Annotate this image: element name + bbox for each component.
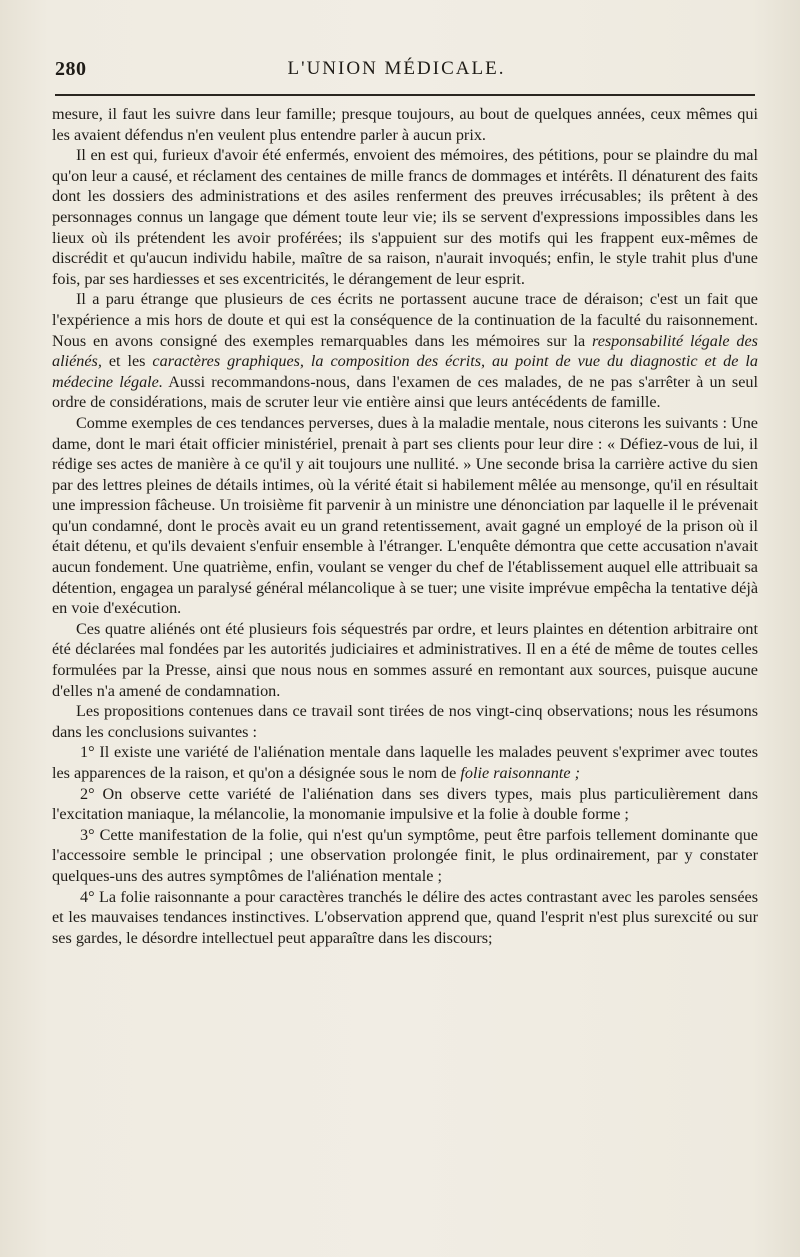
paragraph-memoires: Il en est qui, furieux d'avoir été enfermés, envoient des mémoires, des pétitions, pour se plaindre du mal qu'on leur a causé, et réclament des centaines de mille francs de dommages et intérêts. Il dénaturent des faits dont les dossiers des administrations et des asiles renferment des preuves irrécusables; ils prêtent à des personnages connus un langage que dément toute leur vie; ils se servent d'expressions impossibles dans les lieux où ils prétendent les avoir proférées; ils s'appuient sur des motifs qui les frappent eux-mêmes de discrédit et qu'aucun individu habile, maître de sa raison, n'aurait invoqués; enfin, le style trahit plus d'une fois, par ses hardiesses et ses excentricités, le dérangement de leur esprit.: [52, 146, 758, 288]
italic-title: responsabilité légale des aliénés,: [52, 331, 758, 371]
italic-term: folie raisonnante ;: [460, 764, 580, 782]
page-number: 280: [55, 58, 87, 80]
italic-title: caractères graphiques, la composition des écrits, au point de vue du diagnostic et de la médecine légale.: [52, 352, 758, 391]
paragraph-text: Il a paru étrange que plusieurs de ces écrits ne portassent aucune trace de déraison; c'est un fait que l'expérience a mis hors de doute et qui est la conséquence de la continuation de la faculté du raisonnement. Nous en avons consigné des exemples remarquables dans les mémoires sur la: [52, 290, 758, 350]
header-rule: [55, 94, 755, 96]
conclusion-3: 3° Cette manifestation de la folie, qui n'est qu'un symptôme, peut être parfois tellement dominante que l'accessoire semble le principal ; une observation prolongée finit, le plus ordinairement, par y constater quelques-uns des autres symptômes de l'aliénation mentale ;: [52, 825, 758, 885]
page-header: [55, 58, 738, 86]
paragraph-text: Aussi recommandons-nous, dans l'examen de ces malades, de ne pas s'arrêter à un seul ordre de considérations, mais de scruter leur vie entière ainsi que leurs antécédents de famille.: [52, 372, 759, 412]
conclusion-2: 2° On observe cette variété de l'aliénation dans ses divers types, mais plus particulièrement dans l'excitation maniaque, la mélancolie, la monomanie impulsive et la folie à double forme ;: [52, 784, 758, 824]
paragraph-quatre-alienes: Ces quatre aliénés ont été plusieurs fois séquestrés par ordre, et leurs plaintes en détention arbitraire ont été déclarées mal fondées par les autorités judiciaires et administratives. Il en a été de même de toutes celles formulées par la Presse, ainsi que nous nous en sommes assuré en remontant aux sources, puisque aucune d'elles n'a amené de condamnation.: [52, 619, 758, 700]
paragraph-text: 1° Il existe une variété de l'aliénation mentale dans laquelle les malades peuvent s'exprimer avec toutes les apparences de la raison, et qu'on a désignée sous le nom de: [52, 743, 758, 782]
paragraph-ecrits: [52, 289, 758, 413]
paragraph-continuation: mesure, il faut les suivre dans leur famille; presque toujours, au bout de quelques années, ceux mêmes qui les avaient défendus n'en veulent plus entendre parler à aucun prix.: [52, 105, 758, 144]
running-title: L'UNION MÉDICALE.: [287, 58, 506, 79]
body-text: [52, 104, 758, 948]
paragraph-exemples: Comme exemples de ces tendances perverses, dues à la maladie mentale, nous citerons les suivants : Une dame, dont le mari était officier ministériel, prenait à part ses clients pour leur dire : « Défiez-vous de lui, il rédige ses actes de manière à ce qu'il y ait toujours une nullité. » Une seconde brisa la carrière active du sien par des lettres pleines de détails intimes, où la vérité était si habilement mêlée au mensonge, qu'il en résultait une impression fâcheuse. Un troisième fit parvenir à un ministre une dénonciation par laquelle il le prévenait qu'un condamné, dont le procès avait eu un grand retentissement, avait gagné un employé de la prison où il était détenu, et qu'ils devaient s'enfuir ensemble à l'étranger. L'enquête démontra que cette accusation n'avait aucun fondement. Une quatrième, enfin, voulant se venger du chef de l'établissement auquel elle attribuait sa détention, engagea un paralysé général mélancolique à se tuer; une visite imprévue empêcha la tentative déjà en voie d'exécution.: [52, 413, 758, 618]
paragraph-text: et les: [101, 352, 153, 371]
paragraph-propositions: Les propositions contenues dans ce travail sont tirées de nos vingt-cinq observations; nous les résumons dans les conclusions suivantes :: [52, 702, 758, 741]
conclusion-4: 4° La folie raisonnante a pour caractères tranchés le délire des actes contrastant avec les paroles sensées et les mauvaises tendances instinctives. L'observation apprend que, quand l'esprit n'est plus surexcité ou sur ses gardes, le désordre intellectuel peut apparaître dans les discours;: [52, 887, 758, 947]
conclusion-1: [52, 742, 758, 783]
